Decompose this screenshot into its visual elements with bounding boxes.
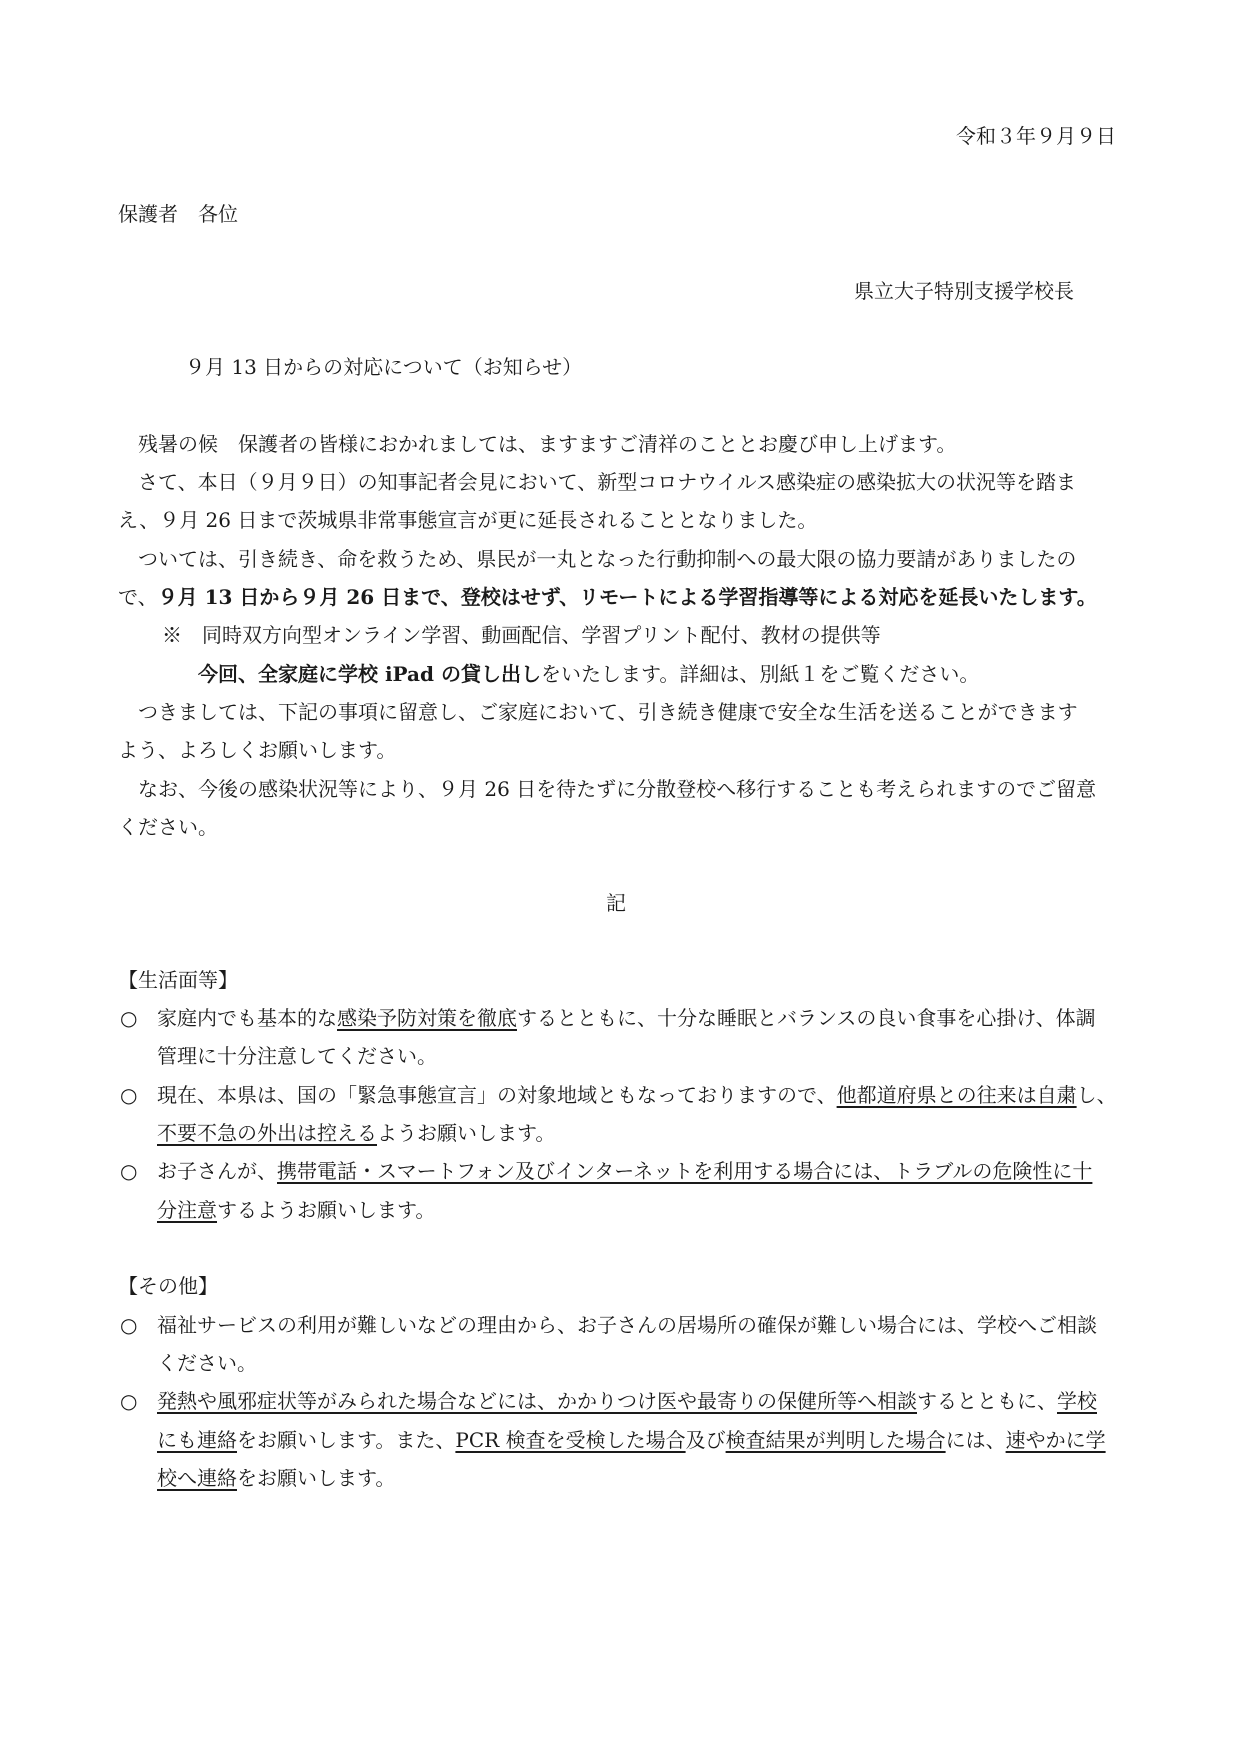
text: するとともに、十分な睡眠とバランスの良い食事を心掛け、体調	[517, 1006, 1096, 1030]
list-item-text	[157, 1391, 1097, 1411]
underlined-text: にも連絡	[157, 1428, 237, 1452]
underlined-text: 速やかに学	[1005, 1428, 1106, 1452]
underlined-text: 不要不急の外出は控える	[157, 1121, 377, 1145]
date: 令和３年９月９日	[956, 124, 1116, 148]
underlined-text: 携帯電話・スマートフォン及びインターネットを利用する場合には、トラブルの危険性に十	[277, 1159, 1093, 1183]
text: 及び	[685, 1428, 726, 1452]
ki-mark: 記	[606, 891, 626, 915]
list-item-text	[157, 1085, 1117, 1105]
text: 家庭内でも基本的な	[157, 1006, 337, 1030]
body-line: なお、今後の感染状況等により、９月 26 日を待たずに分散登校へ移行することも考えられますのでご留意	[138, 777, 1097, 801]
list-item-text: ください。	[157, 1351, 257, 1375]
body-line: さて、本日（９月９日）の知事記者会見において、新型コロナウイルス感染症の感染拡大の状況等を踏ま	[138, 470, 1076, 494]
list-item-text: 管理に十分注意してください。	[157, 1044, 437, 1068]
underlined-text: 他都道府県との往来は自粛	[836, 1083, 1077, 1107]
underlined-text: 感染予防対策を徹底	[337, 1006, 517, 1030]
bullet: ○	[120, 1083, 138, 1107]
list-item-text	[157, 1468, 395, 1488]
underlined-text: 学校	[1057, 1389, 1097, 1413]
body-line: つきましては、下記の事項に留意し、ご家庭において、引き続き健康で安全な生活を送ることができます	[138, 700, 1078, 724]
body-note: ※ 同時双方向型オンライン学習、動画配信、学習プリント配付、教材の提供等	[162, 623, 881, 647]
body-line: よう、よろしくお願いします。	[118, 738, 397, 762]
text: 現在、本県は、国の「緊急事態宣言」の対象地域ともなっておりますので、	[157, 1083, 837, 1107]
underlined-text: 分注意	[157, 1198, 217, 1222]
section-heading: 【生活面等】	[118, 968, 238, 992]
body-text: で、	[118, 585, 158, 609]
underlined-text: 校へ連絡	[157, 1466, 237, 1490]
sender: 県立大子特別支援学校長	[854, 279, 1074, 303]
bullet: ○	[120, 1389, 138, 1413]
text: するようお願いします。	[217, 1198, 436, 1222]
body-emphasis: ９月 13 日から９月 26 日まで、登校はせず、リモートによる学習指導等による対応を延長いたします。	[157, 585, 1097, 609]
bullet: ○	[120, 1159, 138, 1183]
body-line: ついては、引き続き、命を救うため、県民が一丸となった行動抑制への最大限の協力要請がありましたの	[138, 547, 1077, 571]
text: には、	[945, 1428, 1006, 1452]
text: ようお願いします。	[377, 1121, 556, 1145]
body-line	[118, 587, 1097, 607]
text: をお願いします。	[237, 1466, 396, 1490]
recipient: 保護者 各位	[118, 202, 238, 226]
list-item-text	[157, 1161, 1092, 1181]
document-title: ９月 13 日からの対応について（お知らせ）	[185, 355, 583, 379]
bullet: ○	[120, 1006, 138, 1030]
bullet: ○	[120, 1313, 138, 1337]
body-line: ください。	[118, 815, 218, 839]
body-line: え、９月 26 日まで茨城県非常事態宣言が更に延長されることとなりました。	[118, 508, 818, 532]
body-line	[198, 664, 979, 684]
section-heading: 【その他】	[118, 1274, 218, 1298]
list-item-text	[157, 1123, 555, 1143]
body-text: をいたします。詳細は、別紙１をご覧ください。	[540, 662, 980, 686]
body-line: 残暑の候 保護者の皆様におかれましては、ますますご清祥のこととお慶び申し上げます。	[138, 432, 957, 456]
underlined-text: 発熱や風邪症状等がみられた場合などには、かかりつけ医や最寄りの保健所等へ相談	[157, 1389, 917, 1413]
text: をお願いします。また、	[237, 1428, 456, 1452]
list-item-text: 福祉サービスの利用が難しいなどの理由から、お子さんの居場所の確保が難しい場合には、学校へご相談	[157, 1313, 1097, 1337]
list-item-text	[157, 1008, 1096, 1028]
list-item-text	[157, 1430, 1106, 1450]
underlined-text: PCR 検査を受検した場合	[455, 1428, 686, 1452]
text: するとともに、	[917, 1389, 1057, 1413]
body-emphasis: 今回、全家庭に学校 iPad の貸し出し	[198, 662, 541, 686]
text: し、	[1076, 1083, 1117, 1107]
underlined-text: 検査結果が判明した場合	[725, 1428, 946, 1452]
list-item-text	[157, 1200, 435, 1220]
text: お子さんが、	[157, 1159, 277, 1183]
